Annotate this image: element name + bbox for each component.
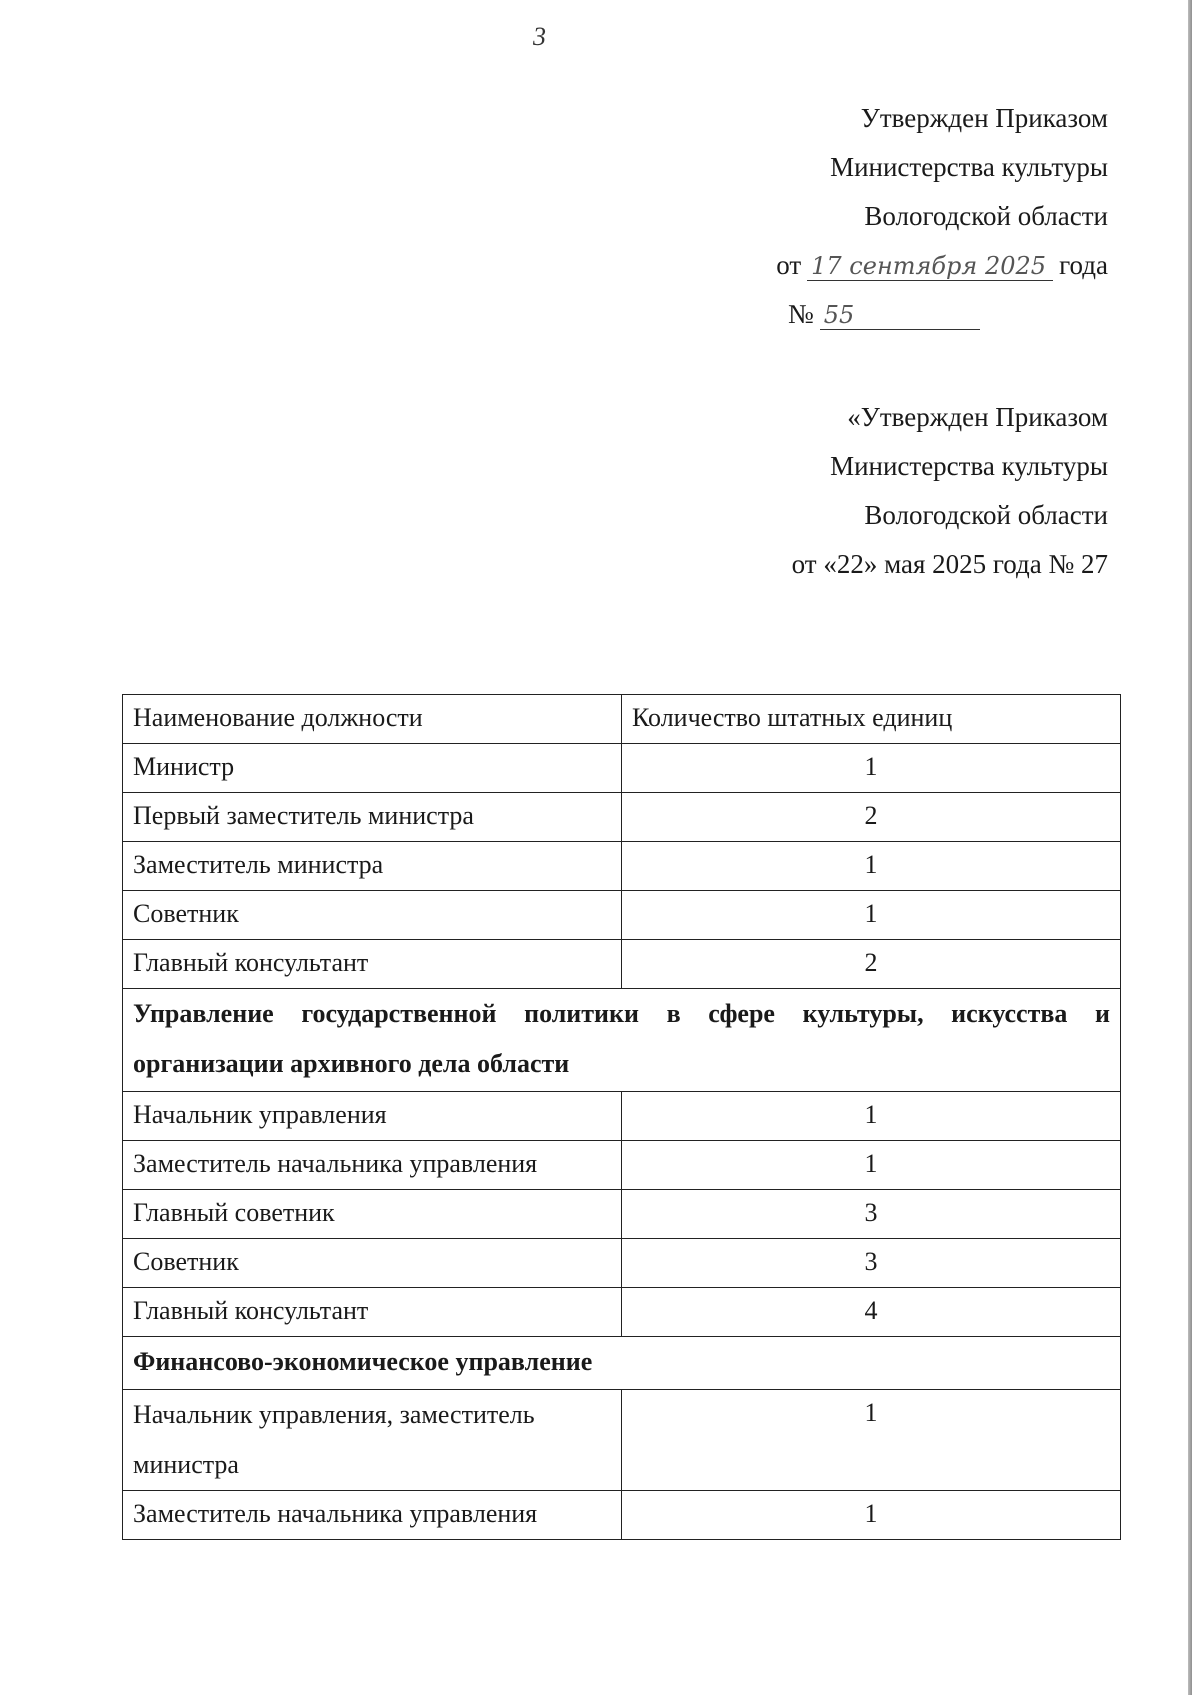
- staff-count: 4: [622, 1288, 1121, 1337]
- page-number: 3: [533, 22, 546, 51]
- table-row: [123, 744, 1121, 793]
- section-title: Финансово-экономическое управление: [123, 1337, 1121, 1390]
- approval-line-1: Утвержден Приказом: [860, 103, 1108, 133]
- staff-count: 1: [622, 744, 1121, 793]
- table-row: [123, 1141, 1121, 1190]
- staff-count: 1: [622, 1141, 1121, 1190]
- staff-count: 2: [622, 940, 1121, 989]
- table-row: [123, 1288, 1121, 1337]
- position-name: Советник: [123, 891, 622, 940]
- table-row: [123, 1491, 1121, 1540]
- date-suffix: года: [1059, 250, 1108, 280]
- approval-line-3: Вологодской области: [864, 201, 1108, 231]
- position-name: Главный советник: [123, 1190, 622, 1239]
- staff-count: 1: [622, 891, 1121, 940]
- approval-line-2: Министерства культуры: [830, 152, 1108, 182]
- previous-approval-line-1: «Утвержден Приказом: [847, 402, 1108, 432]
- staff-count: 3: [622, 1190, 1121, 1239]
- number-blank-line: [820, 299, 980, 330]
- table-row: [123, 1239, 1121, 1288]
- header-staff-count: Количество штатных единиц: [622, 695, 1121, 744]
- approval-stamp-current: [648, 94, 1108, 339]
- section-header-row: [123, 1337, 1121, 1390]
- position-name: Советник: [123, 1239, 622, 1288]
- staff-count: 1: [622, 842, 1121, 891]
- approval-number-row: [648, 290, 1108, 339]
- previous-approval-line-2: Министерства культуры: [830, 451, 1108, 481]
- date-blank-line: [807, 250, 1053, 281]
- staffing-table: [122, 694, 1121, 1540]
- staff-count: 3: [622, 1239, 1121, 1288]
- table-row: [123, 842, 1121, 891]
- approval-date-row: [648, 241, 1108, 290]
- date-prefix: от: [776, 250, 802, 280]
- table-row: [123, 1190, 1121, 1239]
- previous-approval-line-4: от «22» мая 2025 года № 27: [791, 549, 1108, 579]
- table-row: [123, 891, 1121, 940]
- position-name: Заместитель министра: [123, 842, 622, 891]
- staff-count: 1: [622, 1092, 1121, 1141]
- number-prefix: №: [788, 299, 814, 329]
- table-row: [123, 940, 1121, 989]
- handwritten-number: 55: [823, 301, 855, 329]
- previous-approval-line-3: Вологодской области: [864, 500, 1108, 530]
- position-name: Министр: [123, 744, 622, 793]
- position-name: Главный консультант: [123, 940, 622, 989]
- staff-count: 1: [622, 1491, 1121, 1540]
- table-header-row: [123, 695, 1121, 744]
- table-row: [123, 1092, 1121, 1141]
- position-name: Начальник управления, заместитель министра: [123, 1390, 622, 1491]
- page-edge: [1188, 0, 1192, 1695]
- position-name: Начальник управления: [123, 1092, 622, 1141]
- position-name: Заместитель начальника управления: [123, 1491, 622, 1540]
- section-header-row: [123, 989, 1121, 1092]
- staff-count: 2: [622, 793, 1121, 842]
- section-title: Управление государственной политики в сфере культуры, искусства и организации архивного дела области: [123, 989, 1121, 1092]
- position-name: Заместитель начальника управления: [123, 1141, 622, 1190]
- staff-count: 1: [622, 1390, 1121, 1491]
- header-position-name: Наименование должности: [123, 695, 622, 744]
- approval-stamp-previous: [648, 393, 1108, 589]
- table-row: [123, 793, 1121, 842]
- position-name: Первый заместитель министра: [123, 793, 622, 842]
- table-row: [123, 1390, 1121, 1491]
- position-name: Главный консультант: [123, 1288, 622, 1337]
- handwritten-date: 17 сентября 2025: [811, 252, 1047, 280]
